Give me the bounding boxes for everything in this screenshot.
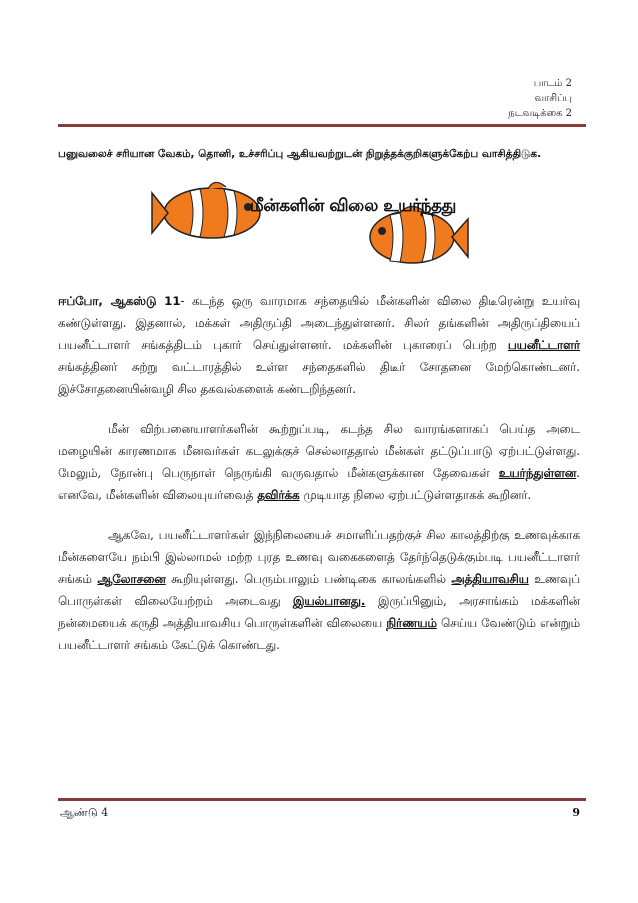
- header-skill: வாசிப்பு: [534, 93, 572, 104]
- p3-text-4: இருப்பினும், அரசாங்கம் மக்களின் நன்மையைக் கருதி அத்தியாவசிய பொருள்களின் விலையை: [58, 594, 581, 630]
- paragraph-3: [58, 524, 580, 656]
- fish-banner: [150, 175, 470, 280]
- article-body: [58, 290, 580, 674]
- clownfish-left-icon: [152, 182, 260, 238]
- keyword-advice: ஆலோசனை: [97, 572, 166, 586]
- p3-text-1: ஆகவே, பயனீட்டாளர்கள் இந்நிலையைச் சமாளிப்பதற்குச் சில காலத்திற்கு உணவுக்காக மீன்களையே நம்பி இல்லாமல் மற்ற புரத உணவு வகைகளைத் தேர்ந்தெடுக்கும்படி பயனீட்டாளர் சங்கம்: [58, 528, 580, 586]
- dateline: ஈப்போ, ஆகஸ்டு 11: [58, 294, 181, 308]
- paragraph-1: [58, 290, 580, 400]
- p3-text-5: செய்ய வேண்டும் என்றும் பயனீட்டாளர் சங்கம் கேட்டுக் கொண்டது.: [58, 616, 580, 652]
- p2-text-1: மீன் விற்பனையாளர்களின் கூற்றுப்படி, கடந்த சில வாரங்களாகப் பெய்த அடை மழையின் காரணமாக மீனவர்கள் கடலுக்குச் செல்லாததால் மீன்கள் தட்டுப்பாடு ஏற்பட்டுள்ளது. மேலும், நோன்பு பெருநாள் நெருங்கி வருவதால் மீன்களுக்கான தேவைகள்: [58, 422, 580, 480]
- keyword-avoid: தவிர்க்க: [257, 488, 300, 502]
- header-lesson: பாடம் 2: [533, 78, 572, 89]
- keyword-essential: அத்தியாவசிய: [451, 572, 529, 586]
- p2-text-2: . எனவே, மீன்களின் விலையுயர்வைத்: [58, 466, 580, 502]
- header-rule: [58, 124, 586, 127]
- p3-text-3: உணவுப் பொருள்கள் விலையேற்றம் அடைவது: [58, 572, 580, 608]
- footer-year: ஆண்டு 4: [60, 806, 109, 819]
- p3-text-2: கூறியுள்ளது. பெரும்பாலும் பண்டிகை காலங்களில்: [165, 572, 452, 586]
- page-number: 9: [572, 806, 580, 819]
- keyword-normal: இயல்பானது.: [292, 594, 366, 608]
- p2-text-3: முடியாத நிலை ஏற்பட்டுள்ளதாகக் கூறினர்.: [299, 488, 532, 502]
- p1-text-1: - கடந்த ஒரு வாரமாக சந்தையில் மீன்களின் விலை திடீரென்று உயர்வு கண்டுள்ளது. இதனால், மக்கள் அதிருப்தி அடைந்துள்ளனர். சிலர் தங்களின் அதிருப்தியைப் பயனீட்டாளர் சங்கத்திடம் புகார் செய்துள்ளனர். மக்களின் புகாரைப் பெற்ற: [58, 294, 580, 352]
- paragraph-2: [58, 418, 580, 506]
- page-header-info: [508, 76, 572, 121]
- instruction-text: பனுவலைச் சரியான வேகம், தொனி, உச்சரிப்பு ஆகியவற்றுடன் நிறுத்தக்குறிகளுக்கேற்ப வாசித்திடுக.: [58, 148, 542, 160]
- header-activity: நடவடிக்கை 2: [508, 108, 572, 119]
- article-title: மீன்களின் விலை உயர்ந்தது: [250, 196, 456, 216]
- keyword-fix: நிர்ணயம்: [386, 616, 437, 630]
- footer-rule: [58, 798, 586, 801]
- keyword-increased: உயர்ந்துள்ளன: [498, 466, 577, 480]
- p1-text-2: சங்கத்தினர் சுற்று வட்டாரத்தில் உள்ள சந்தைகளில் திடீர் சோதனை மேற்கொண்டனர். இச்சோதனையின்வழி சில தகவல்களைக் கண்டறிந்தனர்.: [58, 360, 580, 396]
- keyword-consumer: பயனீட்டாளர்: [507, 338, 580, 352]
